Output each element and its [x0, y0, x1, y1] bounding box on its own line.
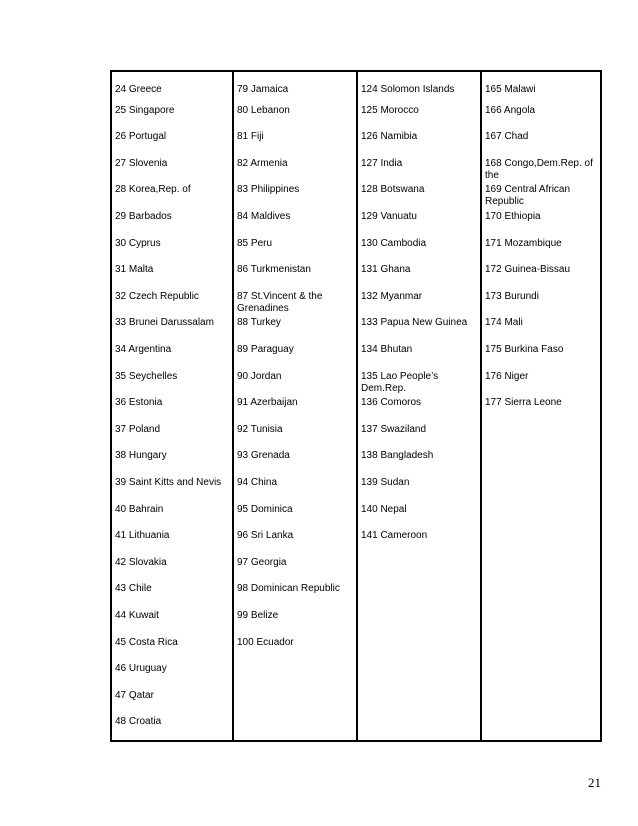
table-cell: 165 Malawi: [485, 84, 536, 95]
table-cell: 90 Jordan: [237, 370, 282, 382]
table-cell: 141 Cameroon: [361, 530, 428, 542]
table-cell: 131 Ghana: [361, 264, 411, 276]
table-cell: 27 Slovenia: [115, 157, 168, 169]
table-cell: 139 Sudan: [361, 477, 410, 488]
page-number: 21: [588, 775, 601, 790]
table-cell: 24 Greece: [115, 84, 162, 95]
table-cell: 168 Congo,Dem.Rep. of the: [485, 157, 593, 181]
table-cell: 26 Portugal: [115, 131, 167, 143]
table-cell: 166 Angola: [485, 104, 536, 116]
table-cell: 83 Philippines: [237, 184, 300, 196]
table-cell: 94 China: [237, 477, 278, 488]
table-cell: 42 Slovakia: [115, 556, 167, 568]
table-cell: 28 Korea,Rep. of: [115, 184, 191, 196]
table-cell: 172 Guinea-Bissau: [485, 264, 571, 276]
table-cell: 124 Solomon Islands: [361, 84, 455, 95]
table-column-3: [358, 72, 482, 740]
table-cell: 85 Peru: [237, 237, 273, 249]
table-cell: 31 Malta: [115, 264, 154, 276]
table-cell: 128 Botswana: [361, 184, 425, 196]
table-cell: 29 Barbados: [115, 211, 172, 222]
table-cell: 36 Estonia: [115, 397, 163, 409]
table-cell: 47 Qatar: [115, 689, 154, 701]
table-cell: 34 Argentina: [115, 344, 172, 355]
table-cell: 97 Georgia: [237, 556, 287, 568]
country-ranking-table: [110, 70, 602, 742]
table-cell: 38 Hungary: [115, 450, 167, 462]
table-cell: 176 Niger: [485, 370, 529, 382]
table-column-1: [112, 72, 234, 740]
table-cell: 81 Fiji: [237, 131, 264, 143]
table-cell: 86 Turkmenistan: [237, 264, 311, 276]
table-cell: 170 Ethiopia: [485, 211, 541, 222]
table-cell: 30 Cyprus: [115, 237, 161, 249]
table-cell: 175 Burkina Faso: [485, 344, 564, 355]
table-cell: 44 Kuwait: [115, 610, 159, 621]
table-cell: 126 Namibia: [361, 131, 418, 143]
table-cell: 92 Tunisia: [237, 423, 283, 435]
table-cell: 79 Jamaica: [237, 84, 289, 95]
table-cell: 132 Myanmar: [361, 290, 423, 302]
table-cell: 99 Belize: [237, 610, 279, 621]
table-cell: 173 Burundi: [485, 290, 539, 302]
table-cell: 140 Nepal: [361, 503, 407, 515]
table-cell: 167 Chad: [485, 131, 529, 143]
table-cell: 33 Brunei Darussalam: [115, 317, 214, 329]
table-cell: 174 Mali: [485, 317, 523, 329]
table-cell: 125 Morocco: [361, 104, 419, 116]
table-cell: 25 Singapore: [115, 104, 175, 116]
table-cell: 129 Vanuatu: [361, 211, 417, 222]
table-cell: 95 Dominica: [237, 503, 293, 515]
table-cell: 88 Turkey: [237, 317, 281, 329]
table-cell: 41 Lithuania: [115, 530, 170, 542]
table-cell: 93 Grenada: [237, 450, 290, 462]
table-cell: 169 Central African Republic: [485, 184, 571, 208]
table-cell: 39 Saint Kitts and Nevis: [115, 477, 222, 488]
table-column-2: [234, 72, 358, 740]
table-cell: 91 Azerbaijan: [237, 397, 298, 409]
table-cell: 100 Ecuador: [237, 636, 294, 648]
table-cell: 134 Bhutan: [361, 344, 413, 355]
table-cell: 135 Lao People’s Dem.Rep.: [361, 370, 439, 394]
table-cell: 137 Swaziland: [361, 423, 427, 435]
table-cell: 96 Sri Lanka: [237, 530, 294, 542]
table-cell: 177 Sierra Leone: [485, 397, 562, 409]
table-cell: 43 Chile: [115, 583, 152, 595]
table-cell: 171 Mozambique: [485, 237, 562, 249]
table-cell: 87 St.Vincent & the Grenadines: [237, 290, 323, 314]
table-cell: 32 Czech Republic: [115, 290, 199, 302]
table-cell: 138 Bangladesh: [361, 450, 434, 462]
table-cell: 35 Seychelles: [115, 370, 178, 382]
table-cell: 48 Croatia: [115, 716, 162, 728]
table-cell: 130 Cambodia: [361, 237, 427, 249]
table-cell: 46 Uruguay: [115, 663, 167, 675]
table-cell: 40 Bahrain: [115, 503, 164, 515]
table-cell: 37 Poland: [115, 423, 161, 435]
table-cell: 127 India: [361, 157, 403, 169]
table-cell: 80 Lebanon: [237, 104, 290, 116]
table-cell: 136 Comoros: [361, 397, 422, 409]
table-column-4: [482, 72, 600, 740]
table-cell: 45 Costa Rica: [115, 636, 178, 648]
table-cell: 84 Maldives: [237, 211, 291, 222]
table-cell: 89 Paraguay: [237, 344, 294, 355]
table-cell: 133 Papua New Guinea: [361, 317, 468, 329]
table-cell: 82 Armenia: [237, 157, 288, 169]
table-cell: 98 Dominican Republic: [237, 583, 340, 595]
